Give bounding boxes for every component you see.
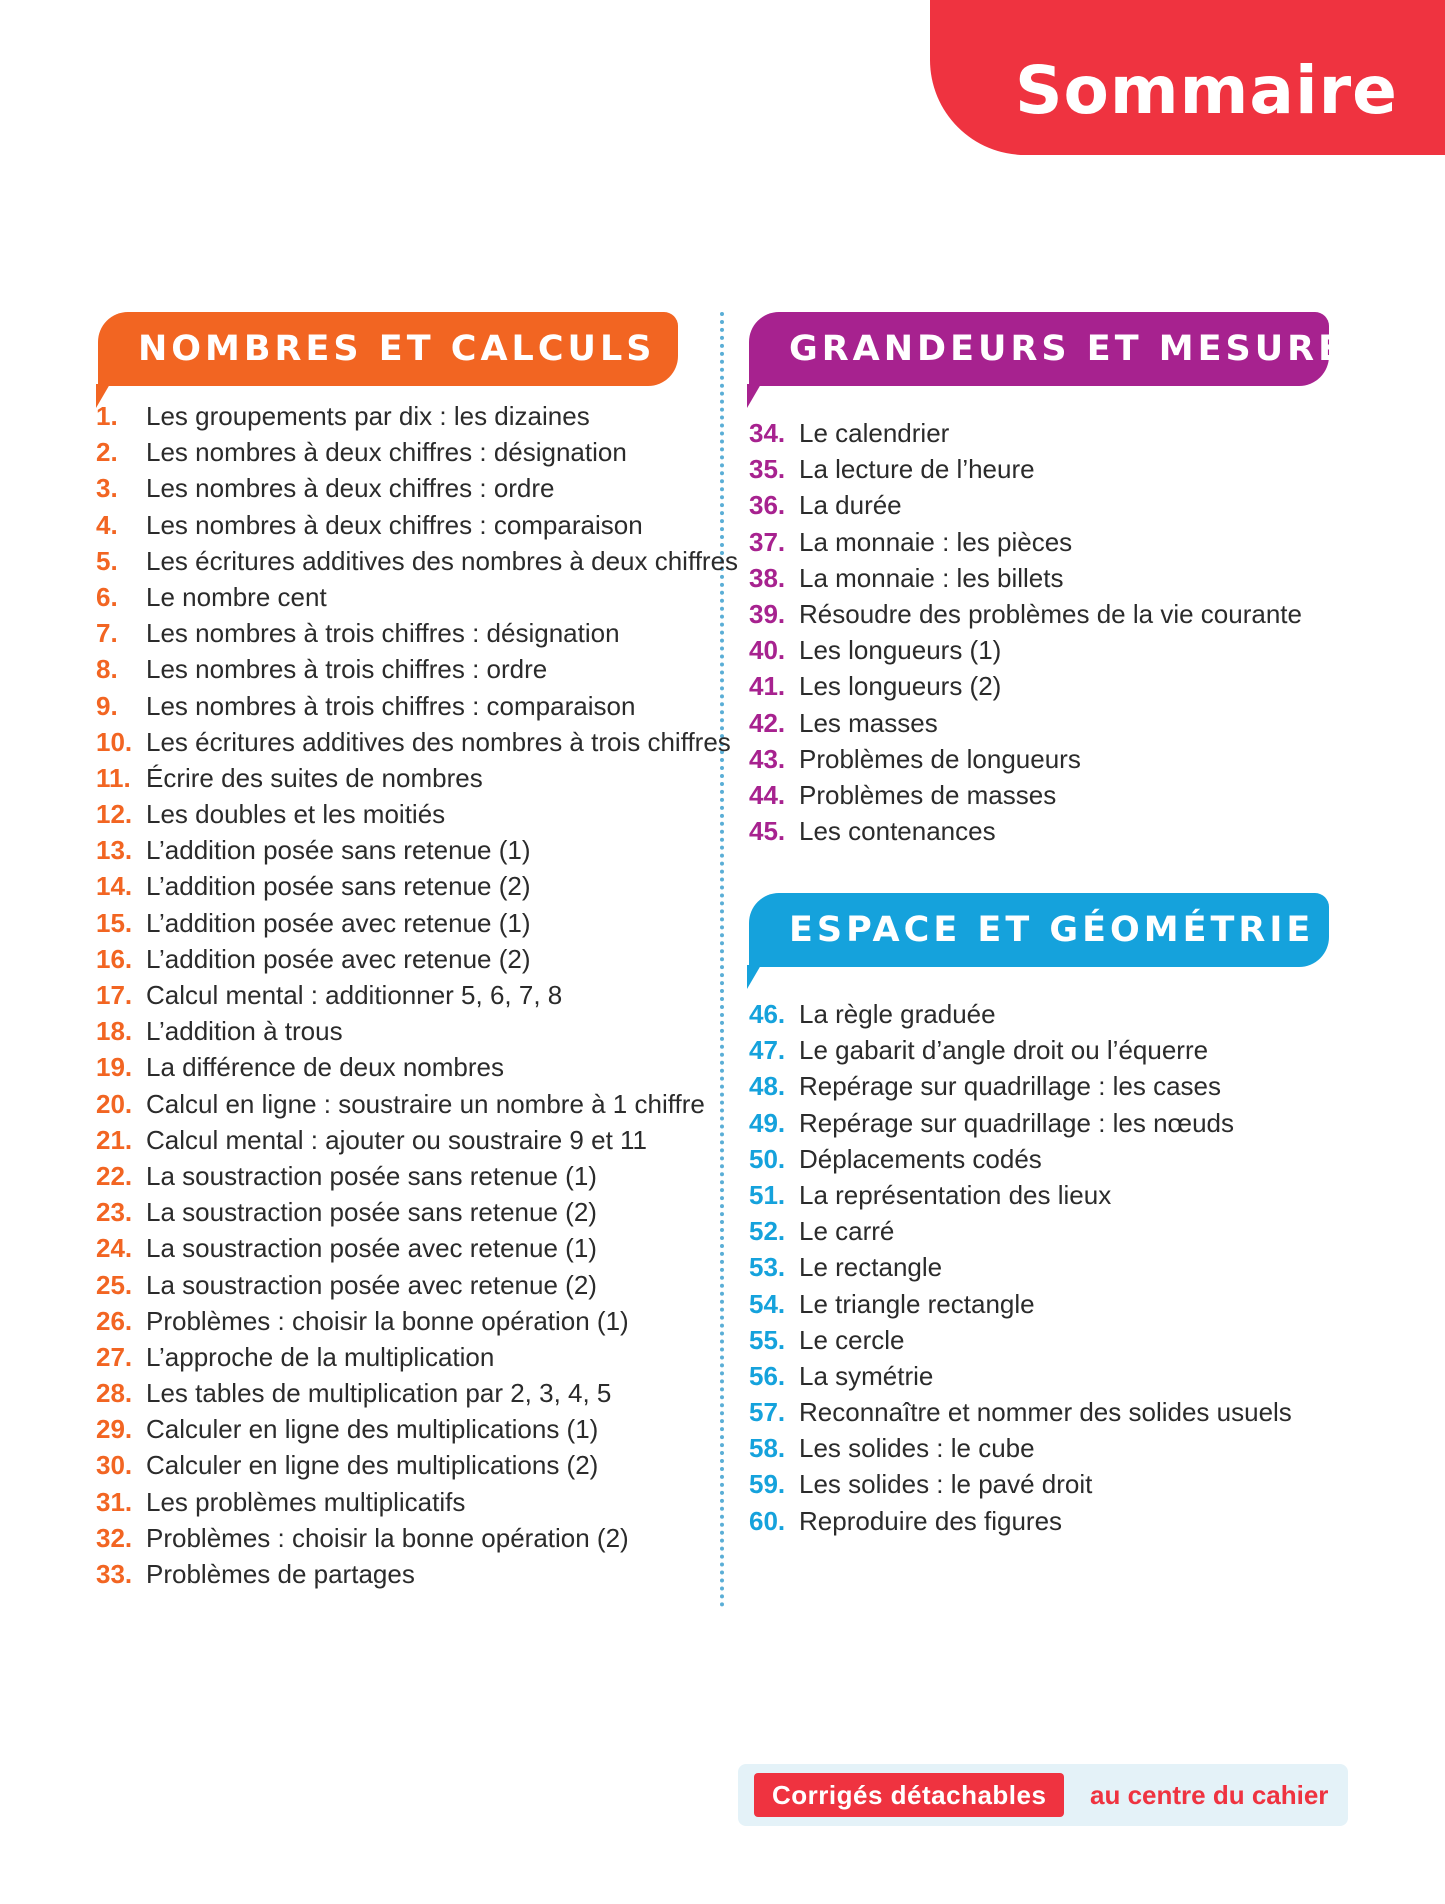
toc-item — [96, 796, 698, 832]
toc-item — [96, 470, 698, 506]
toc-item-number: 58. — [749, 1433, 786, 1464]
toc-item-label: L’addition posée sans retenue (2) — [146, 871, 531, 902]
toc-item-label: Le rectangle — [799, 1252, 943, 1283]
toc-item-number: 42. — [749, 707, 786, 738]
toc-item-number: 15. — [96, 907, 133, 938]
toc-item-label: Calculer en ligne des multiplications (1) — [146, 1414, 599, 1445]
toc-item-label: Calcul en ligne : soustraire un nombre à 1 chiffre — [146, 1088, 705, 1119]
toc-list-espace — [749, 996, 1349, 1539]
toc-item — [96, 941, 698, 977]
toc-item-number: 45. — [749, 816, 786, 847]
toc-item-label: Les tables de multiplication par 2, 3, 4, 5 — [146, 1378, 612, 1409]
toc-item-number: 17. — [96, 980, 133, 1010]
toc-item-label: Les contenances — [799, 816, 996, 847]
toc-item-label: Écrire des suites de nombres — [146, 762, 483, 793]
toc-item-label: Les solides : le pavé droit — [799, 1469, 1093, 1500]
toc-list-grandeurs — [749, 415, 1349, 849]
toc-item-label: L’addition posée sans retenue (1) — [146, 835, 531, 866]
toc-item-number: 52. — [749, 1216, 786, 1247]
toc-item-number: 46. — [749, 999, 786, 1029]
section-nombres-et-calculs — [96, 312, 739, 1592]
toc-item-label: La soustraction posée sans retenue (1) — [146, 1160, 597, 1191]
toc-item — [96, 1013, 698, 1049]
toc-item-number: 31. — [96, 1486, 133, 1517]
toc-item-label: La différence de deux nombres — [146, 1052, 504, 1083]
toc-item-label: Les écritures additives des nombres à deux chiffres — [146, 545, 739, 576]
toc-item — [96, 1484, 698, 1520]
toc-item-label: La lecture de l’heure — [799, 454, 1035, 485]
toc-item-number: 20. — [96, 1088, 133, 1119]
toc-item-label: Le nombre cent — [146, 581, 327, 612]
toc-item-number: 26. — [96, 1305, 133, 1336]
toc-item-number: 48. — [749, 1071, 786, 1102]
toc-item — [96, 724, 731, 760]
toc-list-nombres — [96, 398, 739, 1592]
toc-item-label: La soustraction posée avec retenue (1) — [146, 1233, 597, 1264]
toc-item-number: 44. — [749, 779, 786, 810]
section-espace-et-geometrie — [749, 893, 1349, 1539]
toc-item-number: 27. — [96, 1341, 133, 1372]
toc-item — [96, 1447, 698, 1483]
toc-item — [749, 524, 1349, 560]
toc-item-label: La représentation des lieux — [799, 1179, 1112, 1210]
footer-label: Corrigés détachables — [754, 1773, 1064, 1817]
toc-item-number: 32. — [96, 1522, 133, 1553]
toc-item-label: Les doubles et les moitiés — [146, 799, 446, 830]
toc-item-number: 9. — [96, 690, 118, 721]
toc-item — [96, 1556, 698, 1592]
toc-item — [749, 632, 1349, 668]
title-tab — [930, 0, 1445, 155]
toc-item-label: Reproduire des figures — [799, 1505, 1063, 1536]
toc-item-number: 30. — [96, 1450, 133, 1481]
toc-item — [749, 415, 1349, 451]
toc-item-label: Problèmes de longueurs — [799, 743, 1081, 774]
toc-item-number: 1. — [96, 401, 118, 431]
toc-item-label: Les nombres à deux chiffres : comparaison — [146, 509, 643, 540]
toc-item — [96, 1267, 698, 1303]
toc-item — [749, 487, 1349, 523]
section-grandeurs-et-mesures — [749, 312, 1376, 849]
toc-item-number: 10. — [96, 726, 133, 757]
toc-item-label: Le gabarit d’angle droit ou l’équerre — [799, 1035, 1209, 1066]
toc-item-number: 43. — [749, 743, 786, 774]
toc-item — [96, 688, 698, 724]
toc-item-label: La durée — [799, 490, 902, 521]
toc-item-number: 56. — [749, 1360, 786, 1391]
toc-item — [96, 868, 698, 904]
toc-item — [96, 1339, 698, 1375]
toc-item-label: Les nombres à deux chiffres : ordre — [146, 473, 555, 504]
toc-item — [96, 543, 739, 579]
toc-item-number: 37. — [749, 526, 786, 557]
toc-item — [96, 760, 698, 796]
toc-item-label: Les nombres à trois chiffres : comparaison — [146, 690, 636, 721]
toc-item — [749, 1430, 1349, 1466]
toc-item — [96, 832, 698, 868]
section-banner-espace: ESPACE ET GÉOMÉTRIE — [749, 893, 1329, 967]
toc-item-number: 2. — [96, 437, 118, 468]
toc-item-number: 24. — [96, 1233, 133, 1264]
toc-item-label: Les problèmes multiplicatifs — [146, 1486, 466, 1517]
toc-item-number: 53. — [749, 1252, 786, 1283]
toc-item-label: Déplacements codés — [799, 1143, 1042, 1174]
toc-item — [96, 1520, 698, 1556]
toc-item-number: 4. — [96, 509, 118, 540]
toc-item-number: 7. — [96, 618, 118, 649]
toc-item — [749, 1358, 1349, 1394]
toc-item — [749, 451, 1349, 487]
toc-item-label: Problèmes de partages — [146, 1559, 415, 1589]
toc-item-number: 38. — [749, 562, 786, 593]
toc-item-number: 36. — [749, 490, 786, 521]
toc-item — [749, 1213, 1349, 1249]
page-title: Sommaire — [1015, 52, 1398, 129]
toc-item — [749, 1503, 1349, 1539]
toc-item-number: 3. — [96, 473, 118, 504]
toc-item-number: 18. — [96, 1016, 133, 1047]
toc-item — [749, 1466, 1349, 1502]
toc-item-label: Les écritures additives des nombres à trois chiffres — [146, 726, 731, 757]
toc-item-label: L’addition posée avec retenue (2) — [146, 943, 531, 974]
toc-item-number: 39. — [749, 598, 786, 629]
toc-item — [96, 1086, 705, 1122]
toc-item — [96, 434, 698, 470]
toc-item — [749, 996, 1349, 1032]
toc-item — [749, 813, 1349, 849]
toc-item — [749, 1068, 1349, 1104]
toc-item — [96, 1049, 698, 1085]
toc-item — [749, 1249, 1349, 1285]
toc-item-label: Reconnaître et nommer des solides usuels — [799, 1397, 1292, 1428]
toc-item-number: 21. — [96, 1124, 133, 1155]
toc-item — [749, 741, 1349, 777]
toc-item-number: 19. — [96, 1052, 133, 1083]
toc-item — [749, 1394, 1349, 1430]
toc-item-number: 50. — [749, 1143, 786, 1174]
toc-item-label: La monnaie : les pièces — [799, 526, 1073, 557]
toc-item — [749, 560, 1349, 596]
toc-item-number: 12. — [96, 799, 133, 830]
toc-item-label: Les longueurs (1) — [799, 635, 1002, 666]
toc-item — [749, 705, 1349, 741]
toc-item-label: Les nombres à trois chiffres : ordre — [146, 654, 548, 685]
toc-item-label: Repérage sur quadrillage : les cases — [799, 1071, 1222, 1102]
toc-item-label: La symétrie — [799, 1360, 934, 1391]
toc-item-number: 5. — [96, 545, 118, 576]
toc-item — [749, 777, 1349, 813]
toc-item — [96, 651, 698, 687]
toc-item-number: 49. — [749, 1107, 786, 1138]
toc-item-label: Le cercle — [799, 1324, 905, 1355]
section-banner-grandeurs: GRANDEURS ET MESURES — [749, 312, 1329, 386]
toc-item — [96, 579, 698, 615]
toc-item-number: 57. — [749, 1397, 786, 1428]
toc-item-label: Les longueurs (2) — [799, 671, 1002, 702]
toc-item-number: 22. — [96, 1160, 133, 1191]
toc-item-label: La monnaie : les billets — [799, 562, 1064, 593]
toc-item-label: Problèmes de masses — [799, 779, 1057, 810]
toc-item — [749, 1177, 1349, 1213]
toc-item-number: 40. — [749, 635, 786, 666]
toc-item-label: Résoudre des problèmes de la vie courante — [799, 598, 1302, 629]
toc-item-label: Le calendrier — [799, 418, 950, 448]
toc-item-number: 29. — [96, 1414, 133, 1445]
toc-item — [96, 1158, 698, 1194]
toc-item-number: 16. — [96, 943, 133, 974]
toc-item — [96, 507, 698, 543]
section-banner-nombres: NOMBRES ET CALCULS — [98, 312, 678, 386]
toc-item — [749, 596, 1349, 632]
toc-item — [749, 1032, 1349, 1068]
toc-item — [96, 615, 698, 651]
toc-item — [96, 1230, 698, 1266]
toc-item-label: Les groupements par dix : les dizaines — [146, 401, 590, 431]
toc-item-label: Problèmes : choisir la bonne opération (2) — [146, 1522, 629, 1553]
footer-note — [738, 1764, 1348, 1826]
column-divider — [720, 312, 724, 1608]
toc-item-number: 11. — [96, 762, 131, 793]
toc-item-number: 59. — [749, 1469, 786, 1500]
toc-item-number: 60. — [749, 1505, 786, 1536]
toc-item — [749, 1322, 1349, 1358]
toc-item-label: Les masses — [799, 707, 938, 738]
toc-item-number: 14. — [96, 871, 133, 902]
toc-item-number: 41. — [749, 671, 786, 702]
toc-item-label: Calcul mental : ajouter ou soustraire 9 et 11 — [146, 1124, 648, 1155]
toc-item-number: 8. — [96, 654, 118, 685]
toc-item — [96, 1375, 698, 1411]
toc-item-label: Le triangle rectangle — [799, 1288, 1035, 1319]
toc-item-label: Le carré — [799, 1216, 895, 1247]
toc-item — [96, 1194, 698, 1230]
toc-item-number: 23. — [96, 1197, 133, 1228]
toc-item-label: L’addition à trous — [146, 1016, 343, 1047]
toc-item-label: La règle graduée — [799, 999, 996, 1029]
toc-item — [96, 977, 698, 1013]
toc-item-number: 34. — [749, 418, 786, 448]
toc-item-label: Les nombres à deux chiffres : désignation — [146, 437, 627, 468]
toc-item-label: L’approche de la multiplication — [146, 1341, 495, 1372]
toc-item-number: 13. — [96, 835, 133, 866]
toc-item-label: La soustraction posée sans retenue (2) — [146, 1197, 597, 1228]
toc-item-number: 51. — [749, 1179, 786, 1210]
toc-item — [96, 398, 698, 434]
toc-item-number: 35. — [749, 454, 786, 485]
toc-item-label: Les nombres à trois chiffres : désignation — [146, 618, 620, 649]
toc-item-label: La soustraction posée avec retenue (2) — [146, 1269, 597, 1300]
toc-item — [749, 1105, 1349, 1141]
footer-text: au centre du cahier — [1090, 1780, 1329, 1810]
toc-item — [96, 1411, 698, 1447]
toc-item-label: Repérage sur quadrillage : les nœuds — [799, 1107, 1235, 1138]
toc-item-number: 28. — [96, 1378, 133, 1409]
toc-item-number: 55. — [749, 1324, 786, 1355]
toc-item-number: 33. — [96, 1559, 133, 1589]
toc-item-label: Calcul mental : additionner 5, 6, 7, 8 — [146, 980, 563, 1010]
toc-item — [96, 1122, 698, 1158]
toc-item — [749, 1286, 1349, 1322]
toc-item — [96, 1303, 698, 1339]
toc-item-label: Problèmes : choisir la bonne opération (1) — [146, 1305, 629, 1336]
toc-item-label: Les solides : le cube — [799, 1433, 1035, 1464]
toc-item-number: 6. — [96, 581, 118, 612]
toc-item — [749, 1141, 1349, 1177]
toc-item-number: 54. — [749, 1288, 786, 1319]
toc-item-label: L’addition posée avec retenue (1) — [146, 907, 531, 938]
toc-item-number: 25. — [96, 1269, 133, 1300]
toc-item — [96, 905, 698, 941]
toc-item-number: 47. — [749, 1035, 786, 1066]
toc-item-label: Calculer en ligne des multiplications (2) — [146, 1450, 599, 1481]
toc-item — [749, 668, 1349, 704]
